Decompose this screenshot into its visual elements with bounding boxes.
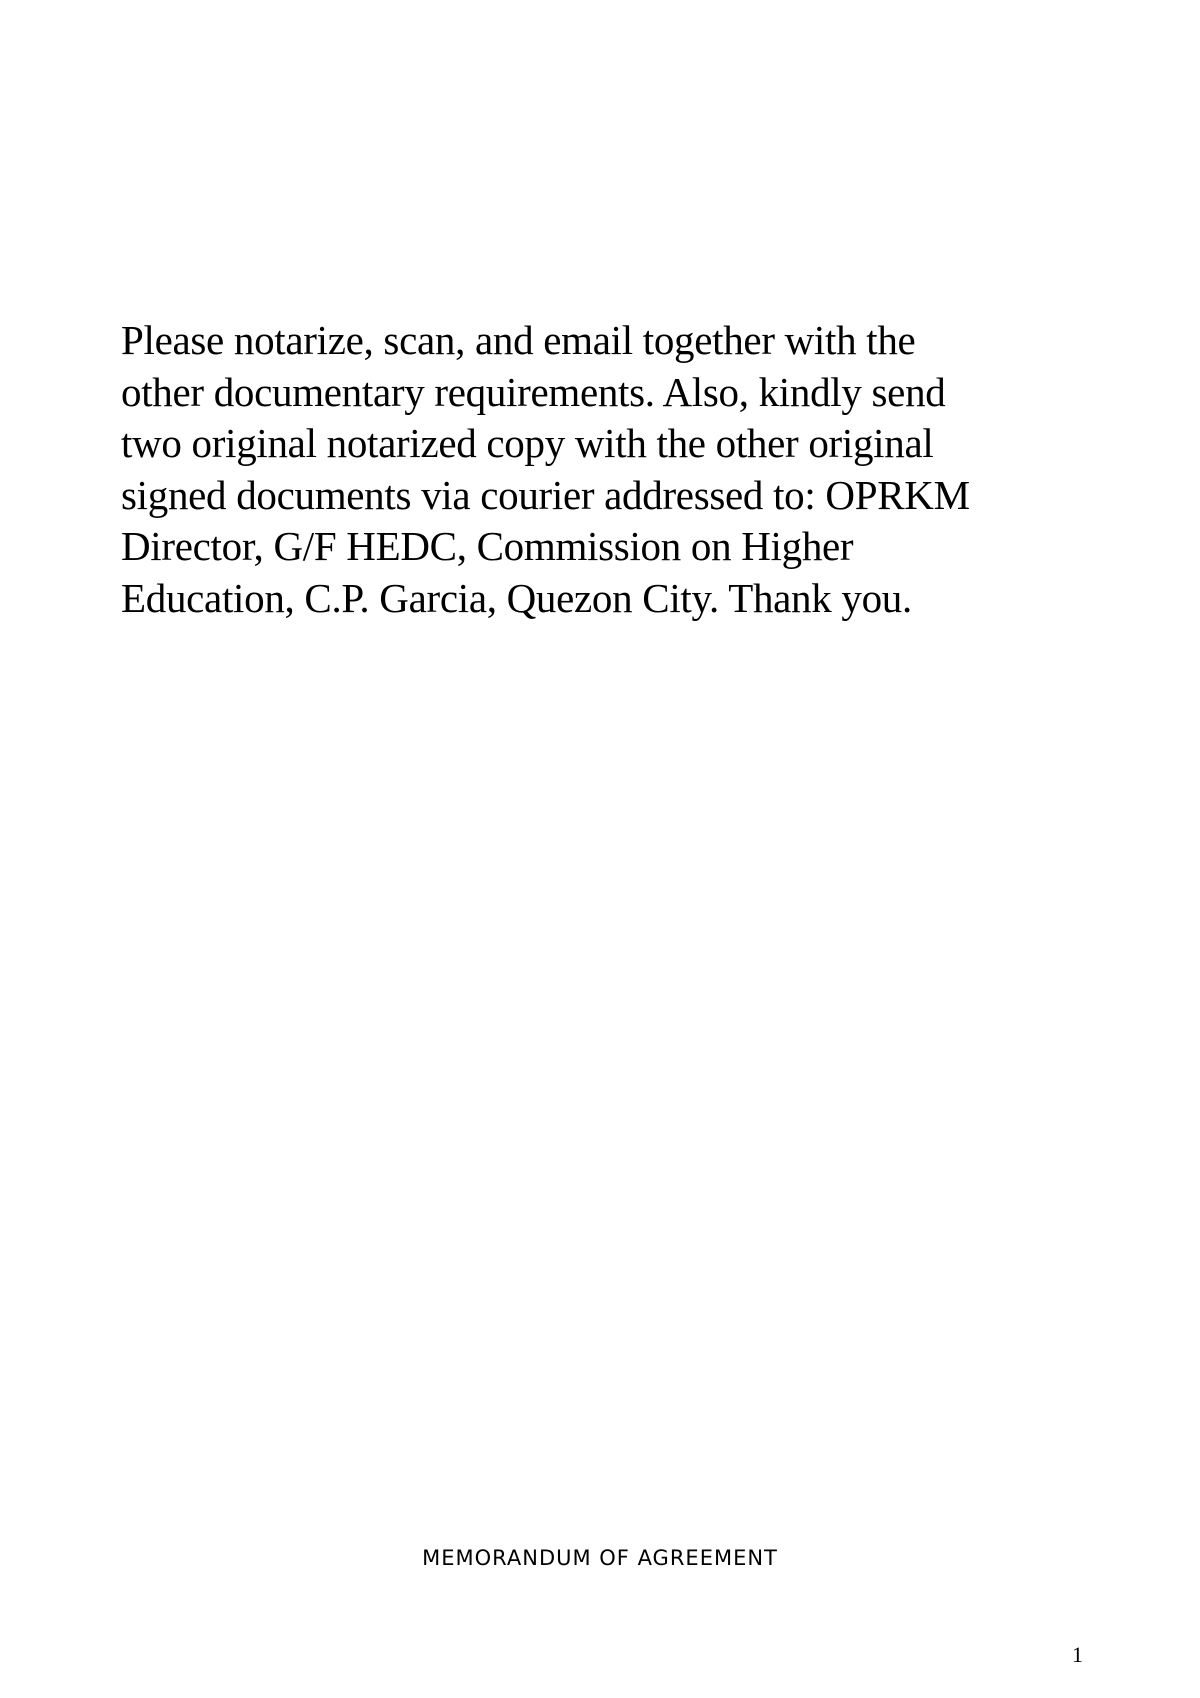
paragraph-line: two original notarized copy with the other original	[121, 420, 934, 466]
paragraph-line: signed documents via courier addressed to: OPRKM	[121, 471, 970, 518]
footer-title: MEMORANDUM OF AGREEMENT	[422, 1546, 778, 1570]
paragraph-line: Director, G/F HEDC, Commission on Higher	[121, 523, 854, 569]
instruction-paragraph	[121, 315, 1101, 624]
paragraph-line: Please notarize, scan, and email together with the	[121, 317, 916, 363]
paragraph-line: Education, C.P. Garcia, Quezon City. Thank you.	[121, 574, 912, 621]
page-number: 1	[1072, 1642, 1083, 1667]
paragraph-line: other documentary requirements. Also, kindly send	[121, 368, 946, 415]
